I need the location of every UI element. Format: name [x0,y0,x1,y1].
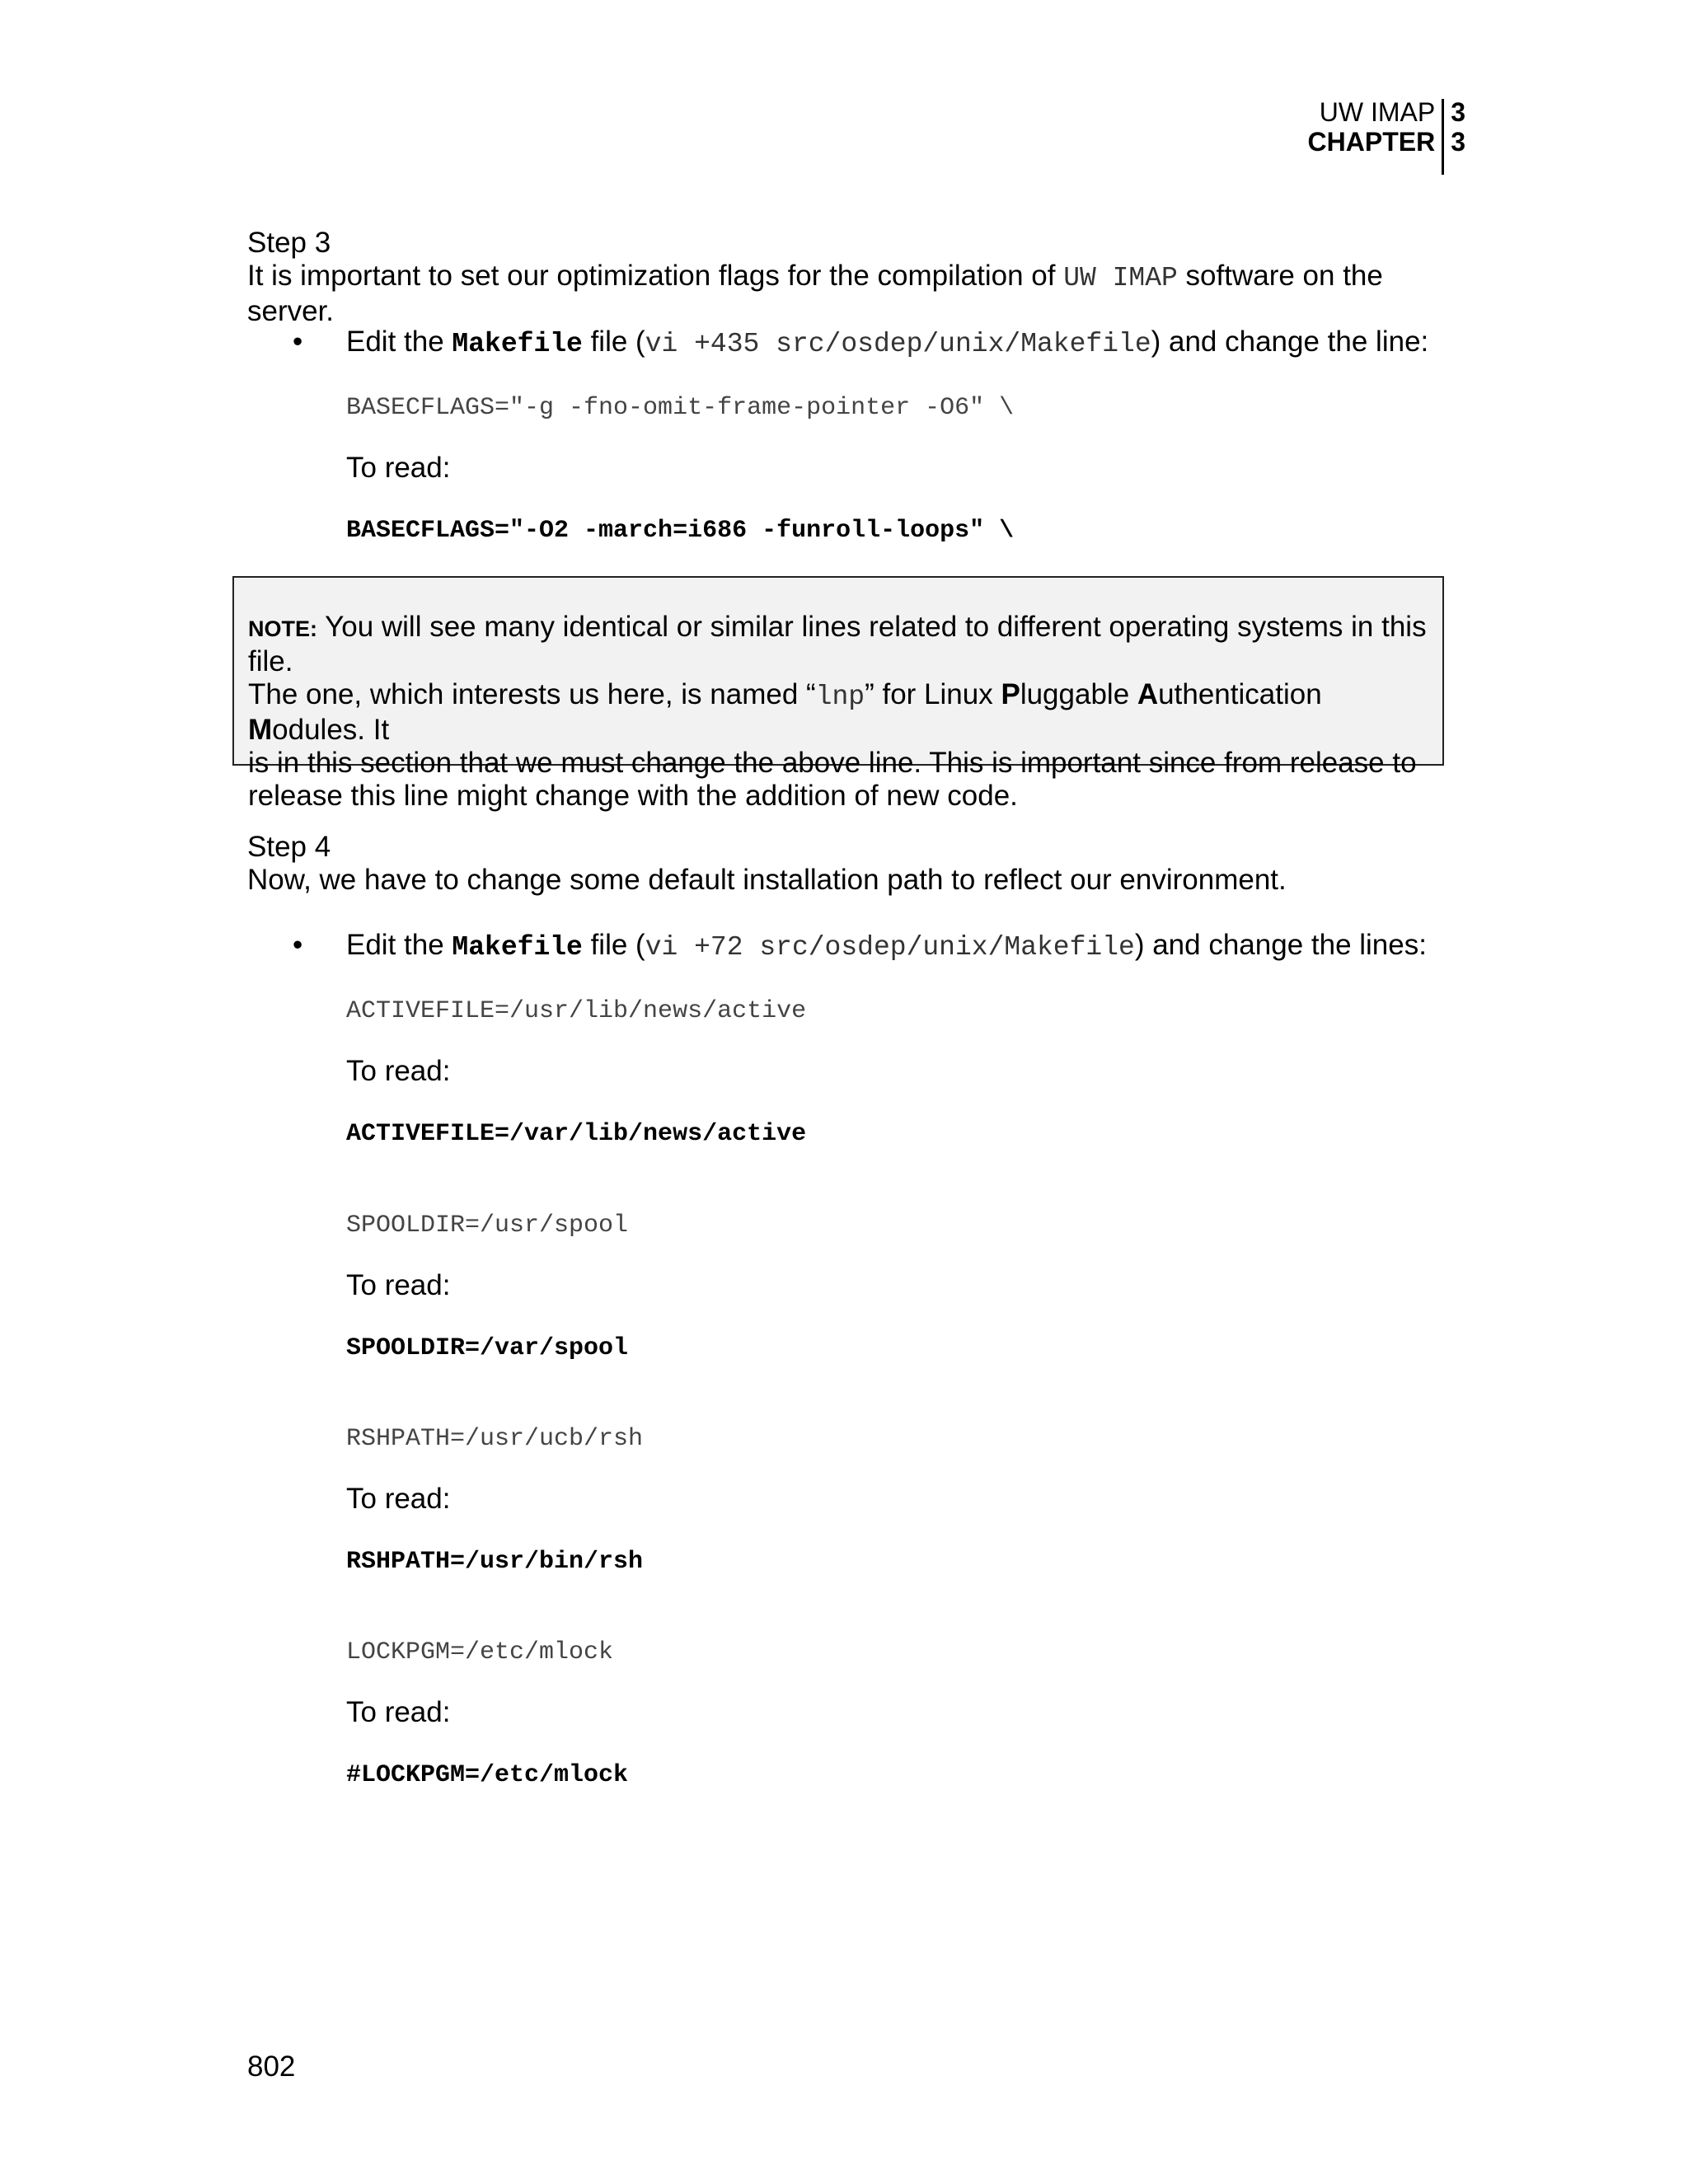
bullet-icon: • [293,929,303,961]
change-to-read: To read: [346,1055,451,1087]
header-title: UW IMAP [1319,97,1436,127]
page-number: 802 [247,2050,296,2083]
change-new-line: SPOOLDIR=/var/spool [346,1334,629,1362]
step3-intro: It is important to set our optimization flags for the compilation of UW IMAP software on the server. [247,260,1383,327]
change-old-line: SPOOLDIR=/usr/spool [346,1212,629,1240]
change-old-line: RSHPATH=/usr/ucb/rsh [346,1425,644,1453]
document-page: UW IMAP CHAPTER 3 3 Step 3 It is important to set our optimization flags for the compilation of UW IMAP software on the server. • Edit the Makefile file (vi +435 src/osdep/unix/Makefile) and change the line: BASECFLAGS="-g -fno-omit-frame-pointer -O6" \ To read: BASECFLAGS="-O2 -march=i686 -funroll-loops" \ NOTE: You will see many identical or similar lines related to different operating systems in this file. The one, which interests us here, is named “lnp” for Linux Pluggable Authentication Modules. It is in this section that we must change the above line. This is important since from release to release this line might change with the addition of new code. Step 4 Now, we have to change some default installation path to reflect our environment. • Edit the Makefile file (vi +72 src/osdep/unix/Makefile) and change the lines: ACTIVEFILE=/usr/lib/news/active To read: ACTIVEFILE=/var/lib/news/active SPOOLDIR=/usr/spool To read: SPOOLDIR=/var/spool RSHPATH=/usr/ucb/rsh To read: RSHPATH=/usr/bin/rsh LOCKPGM=/etc/mlock To read: #LOCKPGM=/etc/mlock 802 [0,0,1688,2184]
change-to-read: To read: [346,1696,451,1728]
step3-old-line: BASECFLAGS="-g -fno-omit-frame-pointer -O6" \ [346,394,1015,422]
note-label: NOTE: [248,616,317,641]
change-new-line: RSHPATH=/usr/bin/rsh [346,1548,644,1576]
step4-heading: Step 4 [247,831,331,863]
bullet-icon: • [293,326,303,358]
step3-command: vi +435 src/osdep/unix/Makefile [645,329,1151,359]
running-header [1308,97,1465,175]
change-old-line: LOCKPGM=/etc/mlock [346,1638,614,1666]
step4-makefile-name: Makefile [452,932,583,963]
change-to-read: To read: [346,1483,451,1515]
step4-command: vi +72 src/osdep/unix/Makefile [645,932,1135,963]
step3-makefile-name: Makefile [452,329,583,359]
change-old-line: ACTIVEFILE=/usr/lib/news/active [346,997,807,1025]
step3-intro-code: UW IMAP [1063,263,1178,293]
change-to-read: To read: [346,1269,451,1301]
change-new-line: ACTIVEFILE=/var/lib/news/active [346,1120,807,1148]
step4-intro: Now, we have to change some default installation path to reflect our environment. [247,864,1287,896]
header-number-top: 3 [1451,97,1465,127]
step3-heading: Step 3 [247,227,331,259]
note-line-4: release this line might change with the addition of new code. [248,780,1018,812]
note-lnp-code: lnp [815,682,865,712]
step3-new-line: BASECFLAGS="-O2 -march=i686 -funroll-loops" \ [346,517,1015,545]
change-new-line: #LOCKPGM=/etc/mlock [346,1761,629,1789]
note-line-3: is in this section that we must change the above line. This is important since from release to [248,747,1417,779]
header-number-bottom: 3 [1451,127,1465,157]
step3-to-read: To read: [346,452,451,484]
note-line-1: NOTE: You will see many identical or similar lines related to different operating systems in this file. [248,611,1427,677]
header-chapter-label: CHAPTER [1307,127,1436,157]
note-box [232,576,1444,812]
note-line-2: The one, which interests us here, is named “lnp” for Linux Pluggable Authentication Modules. It [248,678,1322,746]
